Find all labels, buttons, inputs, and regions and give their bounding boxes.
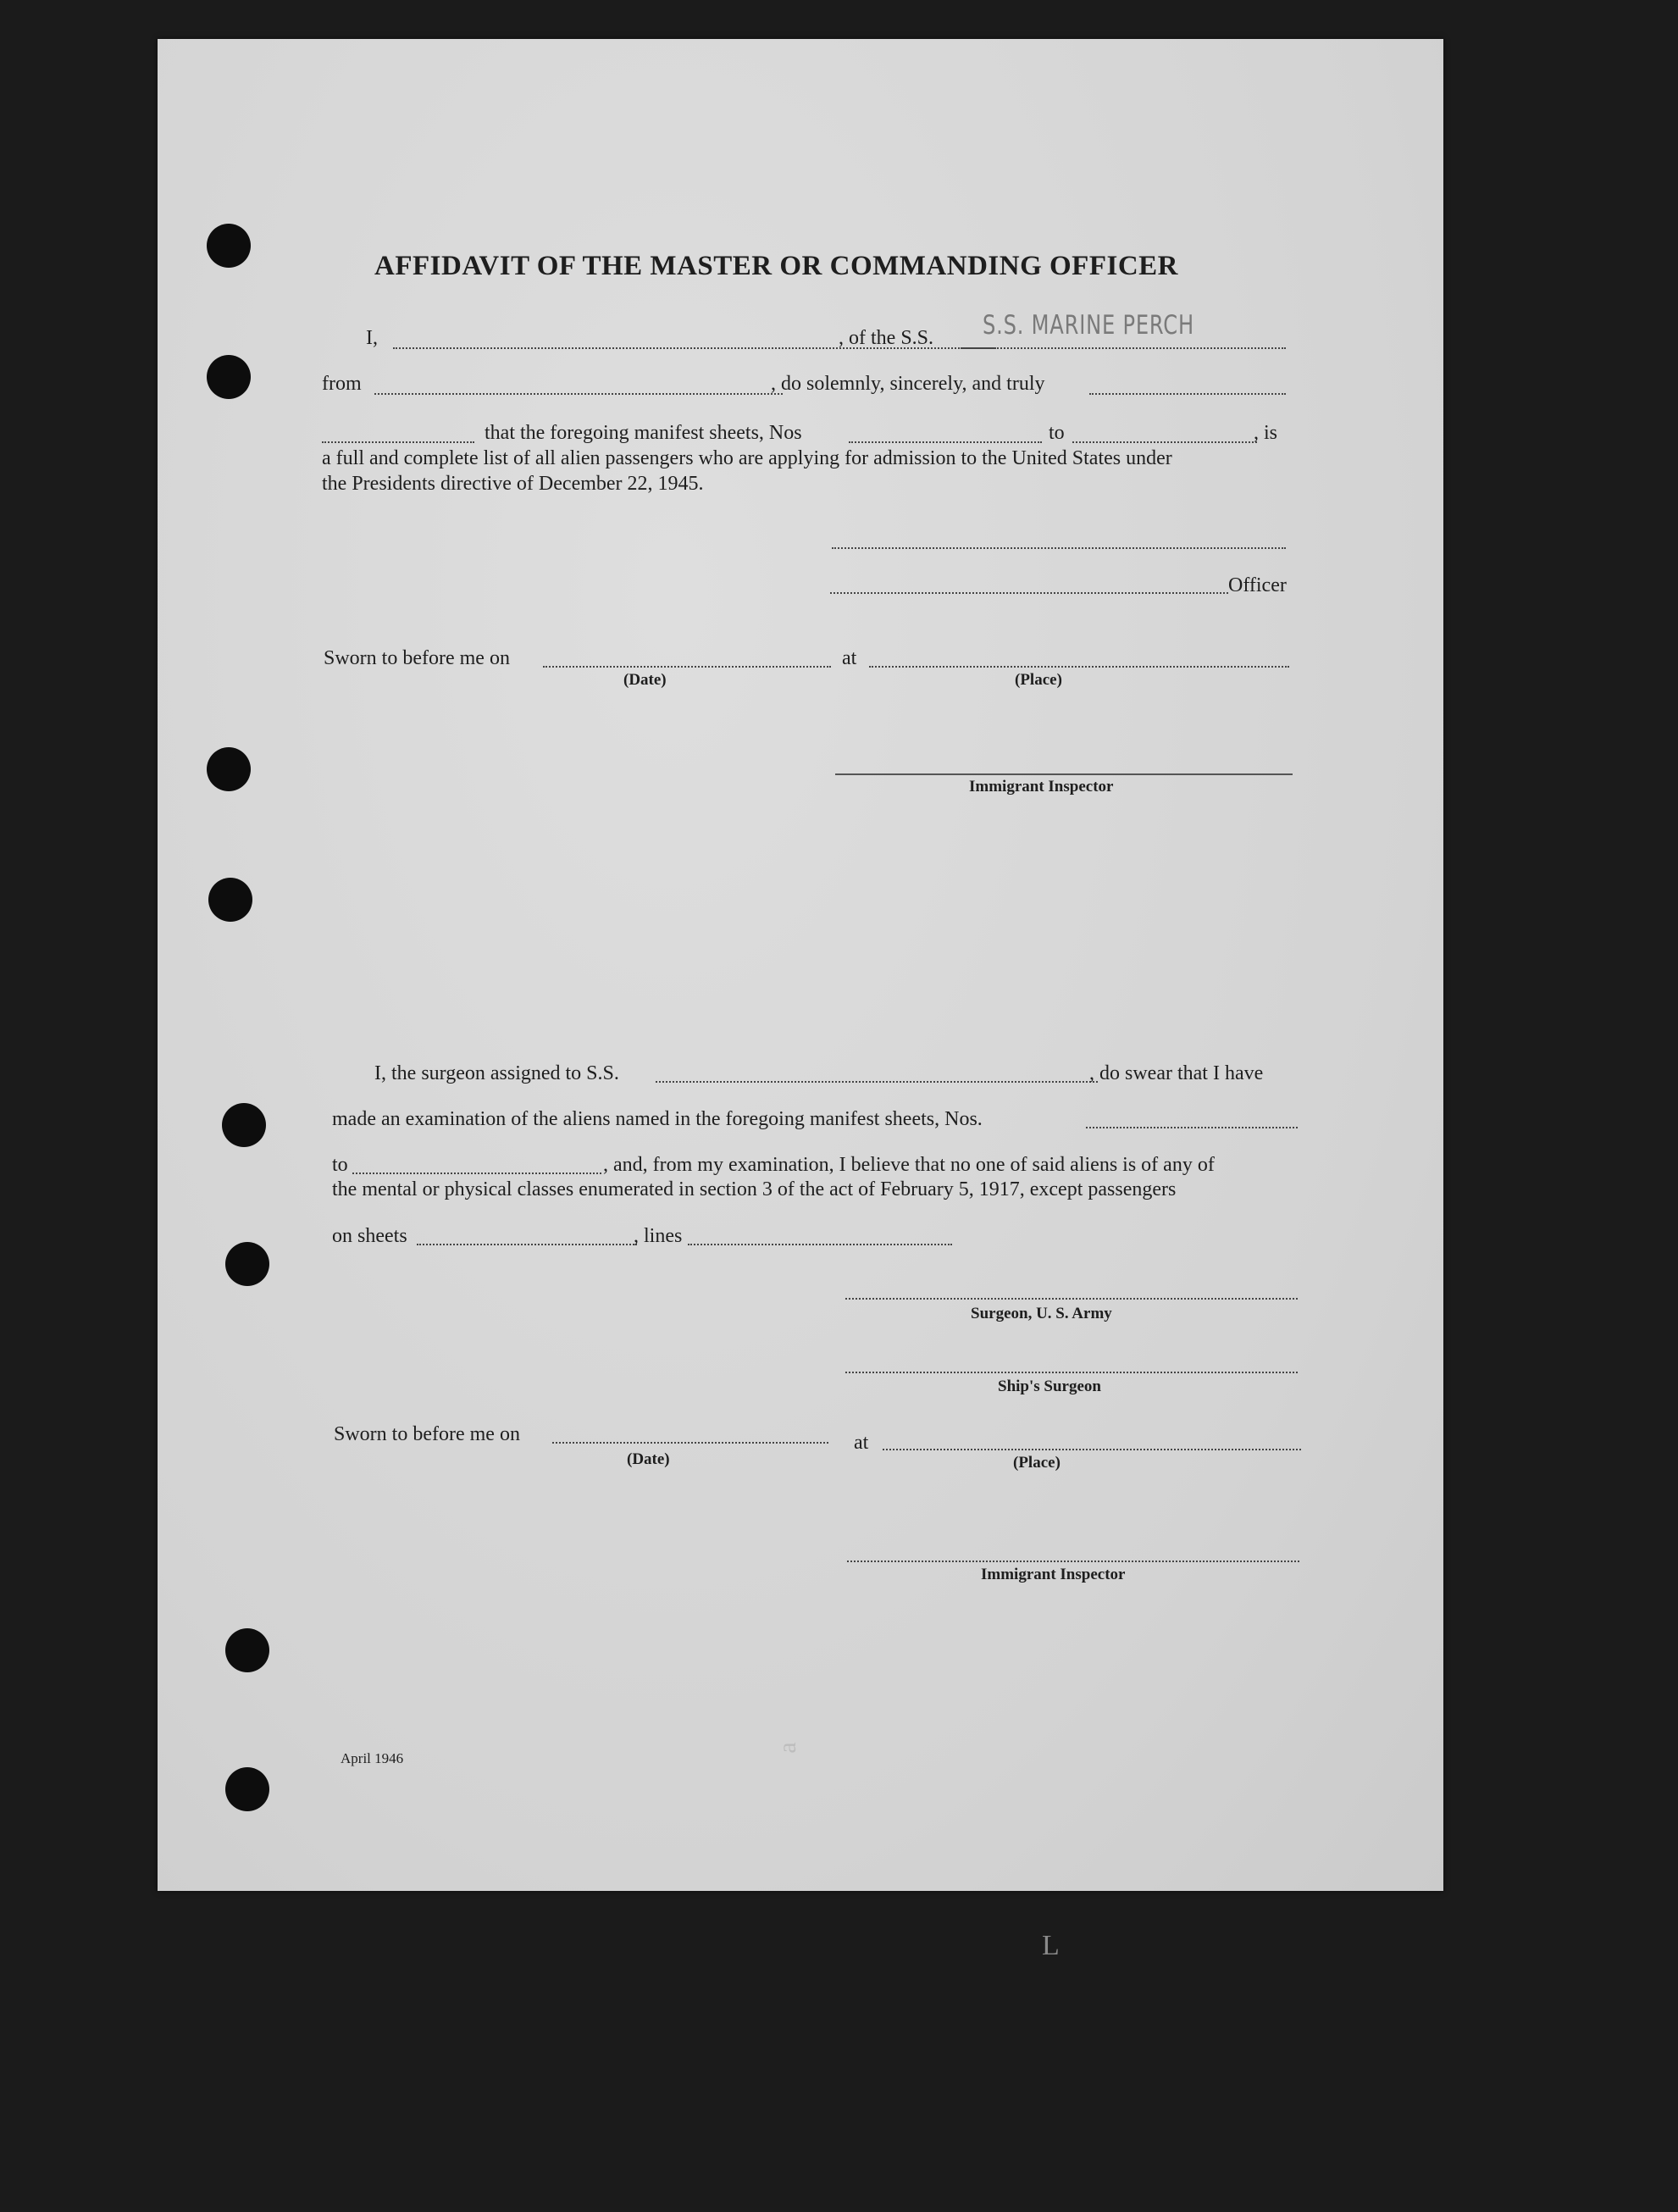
surgeon-sworn-label: Sworn to before me on — [334, 1423, 520, 1445]
surgeon-to-label: to — [332, 1154, 348, 1176]
surgeon-swear: , do swear that I have — [1089, 1062, 1264, 1084]
margin-mark: L — [1042, 1930, 1060, 1961]
surgeon-date-caption: (Date) — [627, 1450, 670, 1468]
on-sheets-label: on sheets — [332, 1225, 407, 1247]
inspector-caption: Immigrant Inspector — [969, 778, 1114, 796]
belief-text: , and, from my examination, I believe that no one of said aliens is of any of — [603, 1154, 1215, 1176]
place-caption: (Place) — [1015, 671, 1062, 689]
solemnly-label: , do solemnly, sincerely, and truly — [771, 373, 1045, 395]
is-label: , is — [1254, 422, 1278, 444]
exam-text: made an examination of the aliens named in the foregoing manifest sheets, Nos. — [332, 1108, 983, 1130]
punch-hole — [208, 878, 252, 922]
sworn-label: Sworn to before me on — [324, 647, 510, 669]
officer-signature-line-1 — [832, 547, 1286, 549]
officer-signature-line-2 — [830, 592, 1228, 594]
on-sheets-field — [417, 1244, 637, 1245]
form-date: April 1946 — [341, 1750, 404, 1766]
date-caption: (Date) — [623, 671, 667, 689]
army-surgeon-signature-line — [845, 1298, 1298, 1300]
ships-surgeon-caption: Ship's Surgeon — [998, 1378, 1101, 1395]
from-field — [374, 393, 783, 395]
ship-name-field — [961, 347, 1286, 349]
surgeon-place-caption: (Place) — [1013, 1454, 1061, 1472]
exam-nos-field — [1086, 1127, 1298, 1128]
punch-hole — [207, 224, 251, 268]
ship-name-stamp: S.S. MARINE PERCH — [983, 310, 1194, 341]
inspector-signature-line — [835, 773, 1293, 775]
lines-field — [688, 1244, 952, 1245]
affidavit-sheet — [158, 39, 1443, 1891]
affirm-field — [1089, 393, 1286, 395]
manifest-label: that the foregoing manifest sheets, Nos — [485, 422, 802, 444]
full-list-text: a full and complete list of all alien passengers who are applying for admission to the United States under — [322, 447, 1172, 469]
at-label: at — [842, 647, 857, 669]
i-label: I, — [366, 327, 378, 349]
directive-text: the Presidents directive of December 22, 1945. — [322, 473, 704, 495]
from-label: from — [322, 373, 362, 395]
army-surgeon-caption: Surgeon, U. S. Army — [971, 1305, 1112, 1322]
sworn-date-field — [543, 666, 831, 668]
manifest-from-field — [849, 441, 1042, 443]
punch-hole — [225, 1767, 269, 1811]
exam-to-field — [352, 1173, 601, 1174]
lines-label: , lines — [634, 1225, 683, 1247]
classes-text: the mental or physical classes enumerated in section 3 of the act of February 5, 1917, except passengers — [332, 1178, 1177, 1200]
punch-hole — [222, 1103, 266, 1147]
swear-field — [322, 441, 474, 443]
bleed-through-mark: ɐ — [778, 1742, 806, 1754]
punch-hole — [207, 355, 251, 399]
manifest-to-field — [1072, 441, 1257, 443]
officer-label: Officer — [1228, 574, 1287, 596]
document-title: AFFIDAVIT OF THE MASTER OR COMMANDING OFFICER — [374, 251, 1178, 281]
surgeon-sworn-date-field — [552, 1442, 828, 1444]
of-ss-label: , of the S.S. — [839, 327, 934, 349]
ships-surgeon-signature-line — [845, 1372, 1298, 1373]
surgeon-inspector-caption: Immigrant Inspector — [981, 1566, 1126, 1583]
punch-hole — [225, 1242, 269, 1286]
to-label: to — [1049, 422, 1065, 444]
surgeon-ship-field — [656, 1081, 1098, 1083]
surgeon-intro: I, the surgeon assigned to S.S. — [374, 1062, 619, 1084]
sworn-place-field — [869, 666, 1289, 668]
surgeon-sworn-place-field — [883, 1449, 1301, 1450]
punch-hole — [225, 1628, 269, 1672]
surgeon-inspector-signature-line — [847, 1561, 1299, 1562]
surgeon-at-label: at — [854, 1432, 869, 1454]
punch-hole — [207, 747, 251, 791]
